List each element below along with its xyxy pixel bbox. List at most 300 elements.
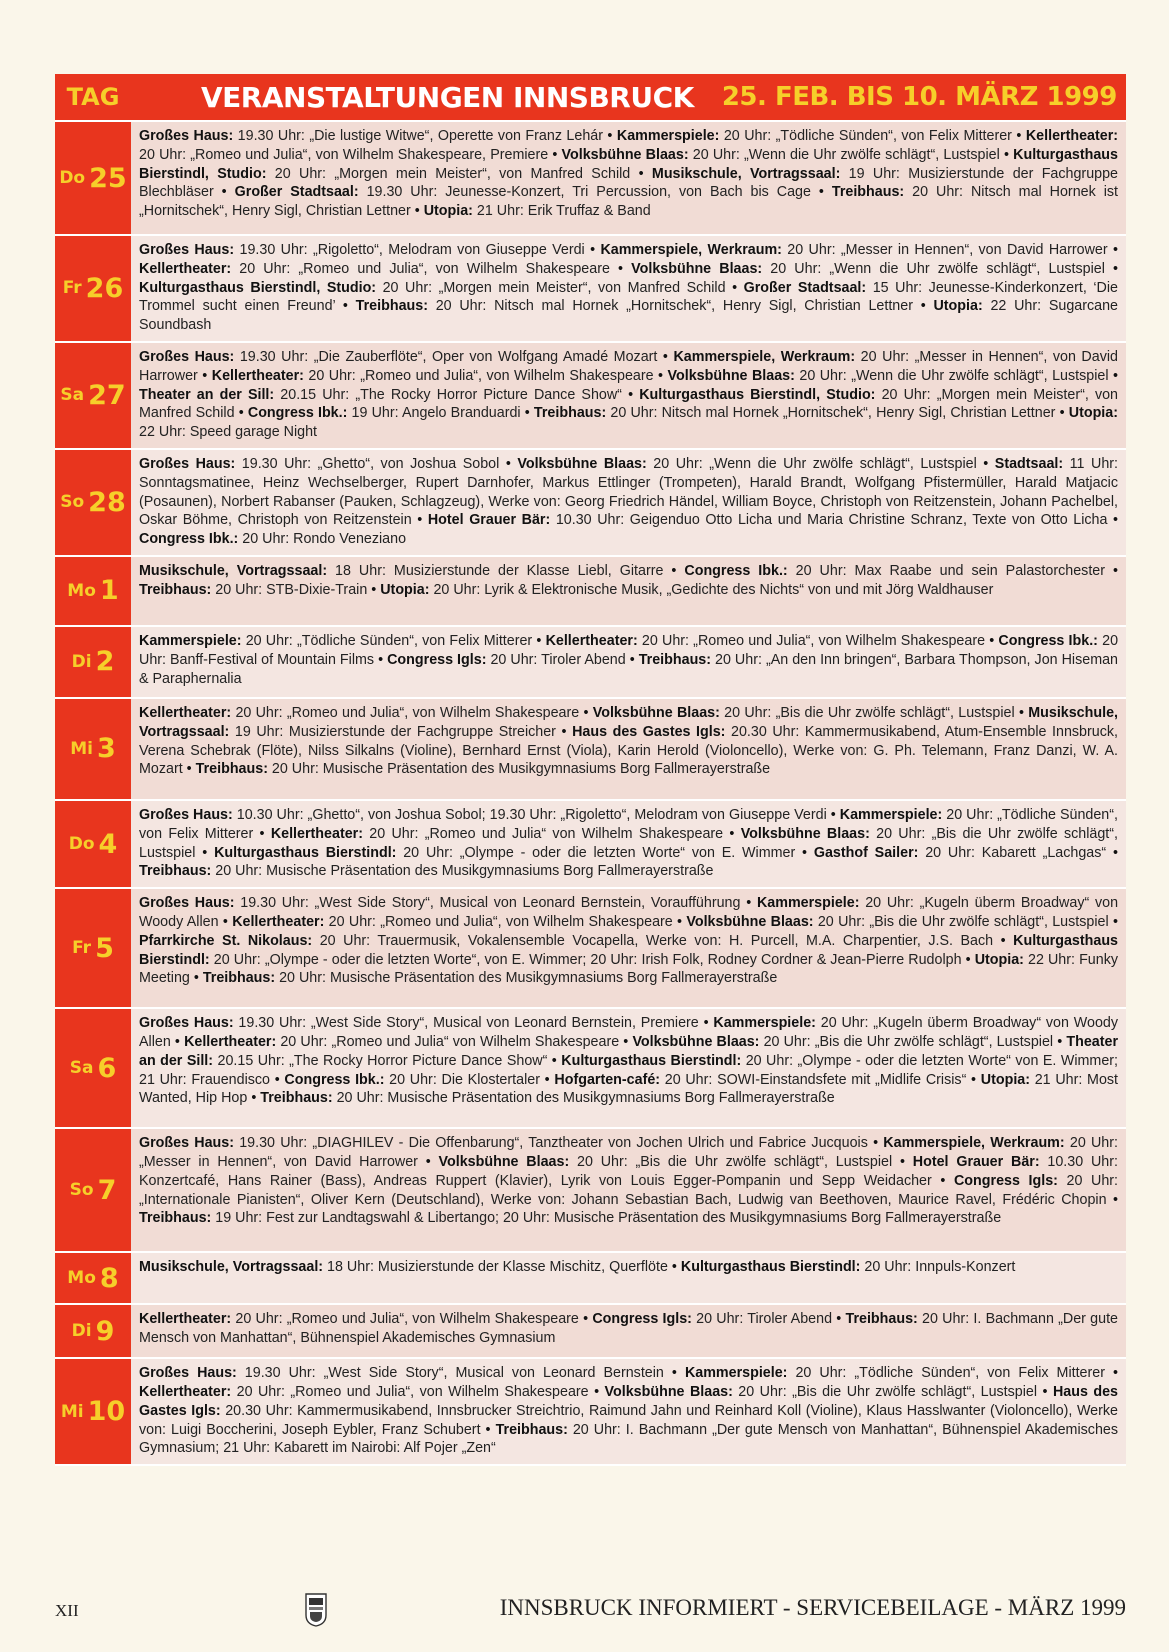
events-table [55,74,1126,1466]
event-description: 20 Uhr: „Bis die Uhr zwölfe schlägt“, Lustspiel [813,913,1109,930]
bullet-separator: • [1105,1365,1119,1382]
venue-name: Kellertheater: [139,704,232,721]
event-description: 20 Uhr: Lyrik & Elektronische Musik, „Gedichte des Nichts“ von und mit Jörg Waldhauser [429,581,994,598]
event-description: 19.30 Uhr: „Rigoletto“, Melodram von Giuseppe Verdi [234,242,585,258]
day-label [55,557,131,625]
day-label [55,343,131,448]
event-description: 20 Uhr: „Morgen mein Meister“, von Manfred Schild [139,386,1118,422]
venue-name: Großes Haus: [139,128,234,144]
event-description: 20 Uhr: Trauermusik, Vokalensemble Vocapella, Werke von: H. Purcell, M.A. Charpentier, J.S. Bach [312,932,994,949]
day-label [55,1359,131,1464]
event-description: 20 Uhr: „Bis die Uhr zwölfe schlägt“, Lustspiel [759,1033,1054,1050]
bullet-separator: • [1108,367,1119,384]
day-row [55,801,1126,889]
venue-name: Volksbühne Blaas: [740,825,870,842]
bullet-separator: • [1014,704,1029,721]
day-rows [55,122,1126,1466]
day-events [131,1129,1126,1251]
venue-name: Großer Stadtsaal: [743,279,867,296]
venue-name: Congress Igls: [953,1172,1058,1189]
event-description: 19.30 Uhr: „DIAGHILEV - Die Offenbarung“, Tanztheater von Jochen Ulrich und Fabrice Jucquois [234,1135,868,1152]
venue-name: Congress Igls: [387,651,487,668]
day-row [55,1009,1126,1129]
venue-name: Kulturgasthaus Bierstindl: [214,844,397,861]
venue-name: Treibhaus: [260,1090,333,1107]
event-description: 19.30 Uhr: „Ghetto“, von Joshua Sobol [235,455,500,472]
day-row [55,450,1126,557]
venue-name: Treibhaus: [638,651,712,668]
day-label [55,1253,131,1303]
bullet-separator: • [867,1135,884,1152]
event-description: 18 Uhr: Musizierstunde der Klasse Liebl, Gitarre [327,562,664,579]
bullet-separator: • [999,146,1014,163]
venue-name: Volksbühne Blaas: [561,146,689,163]
event-description: 22 Uhr: Funky Meeting [139,951,1119,987]
venue-name: Gasthof Sailer: [813,844,919,861]
bullet-separator: • [417,1153,439,1170]
venue-name: Congress Ibk.: [139,531,239,548]
bullet-separator: • [1055,405,1069,422]
venue-name: Congress Ibk.: [247,405,348,422]
bullet-separator: • [602,128,617,144]
day-label [55,1129,131,1251]
event-description: 20 Uhr: „Bis die Uhr zwölfe schlägt“, Lustspiel [732,1383,1038,1400]
event-description: 20 Uhr: „An den Inn bringen“, Barbara Thompson, Jon Hiseman & Paraphernalia [139,651,1119,687]
event-description: 20 Uhr: „Tödliche Sünden“, von Felix Mitterer [241,632,533,649]
event-description: 20 Uhr: „Messer in Hennen“, von David Harrower [139,1135,1118,1170]
bullet-separator: • [1108,913,1118,930]
bullet-separator: • [1106,1191,1118,1208]
event-description: 20 Uhr: „Tödliche Sünden“, von Felix Mitterer [787,1365,1105,1382]
venue-name: Volksbühne Blaas: [438,1153,570,1170]
venue-name: Kulturgasthaus Bierstindl: [561,1052,742,1069]
bullet-separator: • [584,242,601,258]
event-description: 19.30 Uhr: „Die Zauberflöte“, Oper von Wolfgang Amadé Mozart [234,348,658,365]
day-label [55,450,131,555]
venue-name: Kellertheater: [184,1033,277,1050]
venue-name: Hotel Grauer Bär: [912,1153,1040,1170]
event-description: 10.30 Uhr: „Ghetto“, von Joshua Sobol; 19.30 Uhr: „Rigoletto“, Melodram von Giuseppe Verdi [232,806,827,823]
event-description: 20 Uhr: „Bis die Uhr zwölfe schlägt“, Lustspiel [719,704,1015,721]
publication-title: INNSBRUCK INFORMIERT - SERVICEBEILAGE - MÄRZ 1999 [499,1595,1126,1620]
day-events [131,1253,1126,1303]
weekday: Mo [67,580,96,601]
event-description: 19.30 Uhr: Jeunesse-Konzert, Tri Percussion, von Bach bis Cage [358,184,811,201]
day-number: 3 [96,733,116,765]
day-number: 6 [97,1052,117,1084]
venue-name: Großes Haus: [139,895,235,912]
venue-name: Großer Stadtsaal: [234,184,359,201]
venue-name: Volksbühne Blaas: [686,913,814,930]
venue-name: Musikschule, Vortragssaal: [139,1259,324,1276]
bullet-separator: • [410,203,424,220]
event-description: 19 Uhr: Fest zur Landtagswahl & Libertango; 20 Uhr: Musische Präsentation des Musikgymnasiums Borg Fallmerayerstraße [211,1210,1002,1227]
venue-name: Kulturgasthaus Bierstindl: [680,1259,861,1276]
event-description: 11 Uhr: Sonntagsmatinee, Heinz Wechselberger, Rupert Darnhofer, Markus Ettlinger (Trompeten), Harald Brandt, Wolfgang Pfistermüller, Harald Matjacic (Posaunen), Norbert Rabanser (Pauken, Schlagzeug), Werke von: Georg Friedrich Händel, William Boyce, Christoph von Reitzenstein, Johann Pachelbel, Oskar Böhme, Christoph von Reitzenstein [139,455,1119,529]
venue-name: Utopia: [1068,405,1118,422]
event-description: 20 Uhr: „Wenn die Uhr zwölfe schlägt“, Lustspiel [762,260,1105,277]
day-label [55,236,131,341]
day-number: 5 [95,932,114,964]
header-title-block [131,74,1126,120]
bullet-separator: • [993,932,1014,949]
venue-name: Kammerspiele: [616,128,720,144]
venue-name: Kammerspiele, Werkraum: [673,348,856,365]
venue-name: Großes Haus: [139,1365,237,1382]
venue-name: Kammerspiele: [713,1015,816,1032]
day-row [55,1305,1126,1359]
day-events [131,801,1126,887]
day-row [55,343,1126,450]
venue-name: Congress Ibk.: [684,562,788,579]
event-description: 20 Uhr: „Wenn die Uhr zwölfe schlägt“, Lustspiel [794,367,1109,384]
venue-name: Kellertheater: [1025,128,1119,144]
venue-name: Kammerspiele, Werkraum: [883,1135,1065,1152]
venue-name: Congress Ibk.: [284,1071,385,1088]
venue-name: Großes Haus: [139,242,235,258]
venue-name: Treibhaus: [139,863,212,880]
bullet-separator: • [653,367,668,384]
venue-name: Großes Haus: [139,1135,234,1152]
event-description: 20 Uhr: „Bis die Uhr zwölfe schlägt“, Lustspiel [569,1153,893,1170]
venue-name: Volksbühne Blaas: [592,704,720,721]
event-description: 20 Uhr: Musische Präsentation des Musikgymnasiums Borg Fallmerayerstraße [332,1090,835,1107]
day-number: 2 [95,646,115,678]
innsbruck-crest-icon [305,1593,327,1627]
event-description: 22 Uhr: Sugarcane Soundbash [139,298,1119,334]
day-events [131,122,1126,234]
venue-name: Großes Haus: [139,348,235,365]
bullet-separator: • [270,1071,285,1088]
day-number: 1 [99,575,119,607]
venue-name: Kulturgasthaus Bierstindl, Studio: [639,386,876,403]
event-description: 20 Uhr: „Messer in Hennen“, von David Harrower [781,242,1108,258]
bullet-separator: • [663,1365,685,1382]
day-number: 10 [87,1396,126,1428]
weekday: Fr [62,278,82,299]
bullet-separator: • [247,1090,261,1107]
day-row [55,699,1126,801]
day-number: 25 [89,162,127,194]
event-description: 15 Uhr: Jeunesse-Kinderkonzert, ‘Die Trommel sucht einen Freund’ [139,279,1118,315]
venue-name: Treibhaus: [533,405,607,422]
event-description: 20 Uhr: Banff-Festival of Mountain Films [139,632,1119,668]
event-description: 19 Uhr: Musizierstunde der Fachgruppe Blechbläser [139,165,1118,201]
event-description: 20 Uhr: Musische Präsentation des Musikgymnasiums Borg Fallmerayerstraße [275,970,778,987]
event-description: 20 Uhr: Musische Präsentation des Musikgymnasiums Borg Fallmerayerstraße [267,761,771,778]
bullet-separator: • [609,260,632,277]
weekday: Mo [67,1268,96,1289]
day-number: 7 [97,1174,117,1206]
event-description: 20 Uhr: „Romeo und Julia“ von Wilhelm Shakespeare [276,1033,620,1050]
venue-name: Stadtsaal: [994,455,1064,472]
event-description: 20 Uhr: Musische Präsentation des Musikgymnasiums Borg Fallmerayerstraße [211,863,714,880]
day-events [131,343,1126,448]
day-events [131,889,1126,1007]
event-description: 20 Uhr: „Romeo und Julia“, von Wilhelm Shakespeare [637,632,986,649]
bullet-separator: • [1106,844,1118,861]
bullet-separator: • [672,913,687,930]
bullet-separator: • [625,651,639,668]
venue-name: Volksbühne Blaas: [667,367,795,384]
page-number: XII [55,1601,79,1620]
venue-name: Haus des Gastes Igls: [572,723,726,740]
bullet-separator: • [1011,128,1026,144]
bullet-separator: • [374,651,388,668]
bullet-separator: • [520,405,534,422]
event-description: 20 Uhr: „Morgen mein Meister“, von Manfred Schild [376,279,726,296]
day-row [55,236,1126,343]
venue-name: Haus des Gastes Igls: [139,1383,1118,1419]
bullet-separator: • [976,455,995,472]
event-description: 20 Uhr: „Kugeln überm Broadway“ von Woody Allen [139,895,1119,930]
venue-name: Hofgarten-café: [554,1071,661,1088]
venue-name: Treibhaus: [355,298,428,315]
venue-name: Großes Haus: [139,806,233,823]
event-description: 20 Uhr: „Olympe - oder die letzten Worte“, von E. Wimmer; 20 Uhr: Irish Folk, Rodney Cordner & Jean-Pierre Rudolph [209,951,962,968]
event-description: 20 Uhr: „Morgen mein Meister“, von Manfred Schild [266,165,631,182]
bullet-separator: • [1107,512,1119,529]
event-description: 20 Uhr: „Wenn die Uhr zwölfe schlägt“, Lustspiel [688,146,1000,163]
bullet-separator: • [578,1311,593,1328]
event-description: 20 Uhr: I. Bachmann „Der gute Mensch von Manhattan“, Bühnenspiel Akademisches Gymnasium [139,1311,1118,1346]
event-description: 20 Uhr: „Messer in Hennen“, von David Harrower [139,348,1118,384]
day-label [55,1305,131,1357]
weekday: Mi [60,1401,84,1422]
event-description: 20 Uhr: SOWI-Einstandsfete mit „Midlife Crisis“ [660,1071,967,1088]
bullet-separator: • [966,1071,981,1088]
event-description: 20 Uhr: Tiroler Abend [486,651,626,668]
bullet-separator: • [810,184,832,201]
venue-name: Kammerspiele: [756,895,860,912]
bullet-separator: • [1105,562,1118,579]
bullet-separator: • [499,455,518,472]
venue-name: Treibhaus: [495,1421,568,1438]
venue-name: Utopia: [380,581,430,598]
venue-name: Großes Haus: [139,455,236,472]
event-description: 20.30 Uhr: Kammermusikabend, Innsbrucker Streichtrio, Raimund Jahn und Reinhard Koll (Violine), Klaus Hasslwanter (Violoncello), Werke von: Luigi Boccherini, Joseph Eybler, Franz Schubert [139,1402,1118,1438]
event-description: 20 Uhr: „Romeo und Julia“ von Wilhelm Shakespeare [362,825,724,842]
bullet-separator: • [539,1071,555,1088]
bullet-separator: • [1053,1033,1067,1050]
bullet-separator: • [1107,242,1118,258]
bullet-separator: • [740,895,757,912]
event-description: 19 Uhr: Angelo Branduardi [347,405,521,422]
day-events [131,699,1126,799]
bullet-separator: • [213,184,235,201]
bullet-separator: • [218,913,233,930]
page-footer [55,1593,1126,1633]
bullet-separator: • [795,844,814,861]
event-description: 21 Uhr: Most Wanted, Hip Hop [139,1071,1119,1107]
event-description: 20 Uhr: „Wenn die Uhr zwölfe schlägt“, Lustspiel [646,455,977,472]
bullet-separator: • [579,704,593,721]
bullet-separator: • [1037,1383,1053,1400]
day-label [55,627,131,697]
event-description: 20 Uhr: Nitsch mal Hornek „Hornitschek“, Henry Sigl, Christian Lettner [606,405,1056,422]
weekday: Mi [70,738,93,759]
bullet-separator: • [832,1311,846,1328]
event-description: 20 Uhr: Die Klostertaler [384,1071,540,1088]
event-description: 20.15 Uhr: „The Rocky Horror Picture Dance Show“ [213,1052,548,1069]
venue-name: Kellertheater: [545,632,638,649]
bullet-separator: • [555,723,573,740]
venue-name: Utopia: [980,1071,1031,1088]
day-events [131,450,1126,555]
event-description: 20 Uhr: I. Bachmann „Der gute Mensch von Manhattan“, Bühnenspiel Akademisches Gymnasium; 21 Uhr: Kabarett im Nairobi: Alf Pojer „Zen“ [139,1421,1118,1457]
venue-name: Volksbühne Blaas: [632,1033,760,1050]
day-label [55,122,131,234]
bullet-separator: • [657,348,674,365]
venue-name: Kammerspiele: [684,1365,788,1382]
venue-name: Volksbühne Blaas: [604,1383,733,1400]
day-events [131,236,1126,341]
event-description: 20 Uhr: STB-Dixie-Train [211,581,368,598]
weekday: Di [71,1321,92,1342]
day-events [131,557,1126,625]
day-events [131,1305,1126,1357]
day-row [55,122,1126,236]
venue-name: Kulturgasthaus Bierstindl, Studio: [139,279,377,296]
day-events [131,1009,1126,1127]
bullet-separator: • [548,146,562,163]
bullet-separator: • [170,1033,185,1050]
bullet-separator: • [663,562,685,579]
date-range: 25. FEB. BIS 10. MÄRZ 1999 [721,82,1117,112]
venue-name: Treibhaus: [845,1311,918,1328]
event-description: 20 Uhr: „Olympe - oder die letzten Worte“ von E. Wimmer [396,844,796,861]
event-description: 19.30 Uhr: „West Side Story“, Musical von Leonard Bernstein, Voraufführung [234,895,741,912]
day-row [55,1359,1126,1466]
day-events [131,627,1126,697]
venue-name: Kellertheater: [139,1383,232,1400]
venue-name: Pfarrkirche St. Nikolaus: [139,932,313,949]
bullet-separator: • [723,825,741,842]
event-description: 20 Uhr: „Romeo und Julia“, von Wilhelm Shakespeare [303,367,654,384]
event-description: 20 Uhr: „Olympe - oder die letzten Worte“ von E. Wimmer; 21 Uhr: Frauendisco [139,1052,1119,1088]
weekday: So [69,1180,94,1201]
bullet-separator: • [547,1052,562,1069]
weekday: Do [68,834,95,855]
day-row [55,557,1126,627]
event-description: 22 Uhr: Speed garage Night [139,424,318,441]
venue-name: Kellertheater: [139,260,232,277]
day-label [55,699,131,799]
weekday: Fr [72,938,92,959]
venue-name: Hotel Grauer Bär: [427,512,551,529]
event-description: 20 Uhr: Nitsch mal Hornek ist „Hornitschek“, Henry Sigl, Christian Lettner [139,184,1119,220]
day-label [55,1009,131,1127]
bullet-separator: • [335,298,356,315]
bullet-separator: • [588,1383,605,1400]
event-description: 20 Uhr: „Romeo und Julia“, von Wilhelm Shakespeare [231,1311,579,1328]
venue-name: Utopia: [423,203,473,220]
event-description: 19.30 Uhr: „Die lustige Witwe“, Operette von Franz Lehár [233,128,603,144]
day-number: 8 [99,1262,119,1294]
bullet-separator: • [189,970,203,987]
venue-name: Kellertheater: [211,367,304,384]
bullet-separator: • [985,632,999,649]
bullet-separator: • [195,844,215,861]
event-description: 20 Uhr: Rondo Veneziano [238,531,407,548]
event-description: 20 Uhr: Nitsch mal Hornek „Hornitschek“, Henry Sigl, Christian Lettner [427,298,913,315]
event-description: 20.15 Uhr: „The Rocky Horror Picture Dance Show“ [274,386,622,403]
bullet-separator: • [619,1033,633,1050]
event-description: 20 Uhr: „Romeo und Julia“, von Wilhelm Shakespeare [324,913,673,930]
bullet-separator: • [532,632,546,649]
day-label [55,889,131,1007]
event-description: 20 Uhr: Kabarett „Lachgas“ [918,844,1107,861]
venue-name: Treibhaus: [831,184,905,201]
venue-name: Volksbühne Blaas: [517,455,647,472]
bullet-separator: • [621,386,640,403]
venue-name: Utopia: [933,298,983,315]
bullet-separator: • [630,165,652,182]
day-number: 26 [85,272,124,304]
bullet-separator: • [197,367,212,384]
day-row [55,627,1126,699]
bullet-separator: • [725,279,744,296]
venue-name: Treibhaus: [202,970,276,987]
day-events [131,1359,1126,1464]
day-number: 28 [88,486,126,518]
bullet-separator: • [367,581,381,598]
venue-name: Musikschule, Vortragssaal: [139,704,1119,740]
event-description: 10.30 Uhr: Konzertcafé, Hans Rainer (Bass), Andreas Ruppert (Klavier), Lyrik von Louis Egger-Pompanin und Sepp Weidacher [139,1153,1118,1189]
event-description: 20 Uhr: „Tödliche Sünden“, von Felix Mitterer [719,128,1012,144]
venue-name: Kulturgasthaus Bierstindl: [139,932,1119,968]
bullet-separator: • [912,298,934,315]
bullet-separator: • [253,825,271,842]
venue-name: Kellertheater: [139,1311,232,1328]
venue-name: Kammerspiele: [839,806,943,823]
bullet-separator: • [1104,260,1119,277]
day-label [55,801,131,887]
venue-name: Kulturgasthaus Bierstindl, Studio: [139,146,1118,182]
venue-name: Utopia: [974,951,1024,968]
weekday: Di [71,651,92,672]
day-column-header: TAG [66,83,120,111]
day-number: 9 [95,1315,115,1347]
venue-name: Musikschule, Vortragssaal: [139,562,328,579]
bullet-separator: • [480,1421,496,1438]
event-description: 20 Uhr: Max Raabe und sein Palastorchester [787,562,1105,579]
venue-name: Treibhaus: [139,1210,212,1227]
event-description: 20 Uhr: „Romeo und Julia“, von Wilhelm Shakespeare, Premiere [139,146,549,163]
venue-name: Großes Haus: [139,1015,234,1032]
venue-name: Kammerspiele: [139,632,242,649]
event-description: 20 Uhr: „Romeo und Julia“, von Wilhelm Shakespeare [231,704,580,721]
venue-name: Kellertheater: [270,825,363,842]
day-number: 4 [98,828,118,860]
bullet-separator: • [826,806,840,823]
venue-name: Theater an der Sill: [139,386,275,403]
weekday: Do [59,168,86,188]
bullet-separator: • [182,761,196,778]
event-description: 19.30 Uhr: „West Side Story“, Musical von Leonard Bernstein, Premiere [233,1015,699,1032]
venue-name: Musikschule, Vortragssaal: [651,165,841,182]
day-number: 27 [88,379,126,411]
bullet-separator: • [667,1259,681,1276]
event-description: 19 Uhr: Musizierstunde der Fachgruppe Streicher [229,723,556,740]
event-description: 20.30 Uhr: Kammermusikabend, Atum-Ensemble Innsbruck, Verena Schebrak (Flöte), Nilss Silkalns (Violine), Bernhard Ernst (Viola), Karin Herold (Violoncello), Werke von: G. Ph. Telemann, Franz Danzi, W. A. Mozart [139,723,1118,778]
event-description: 19.30 Uhr: „West Side Story“, Musical von Leonard Bernstein [236,1365,664,1382]
event-description: 20 Uhr: „Bis die Uhr zwölfe schlägt“, Lustspiel [139,825,1118,861]
bullet-separator: • [892,1153,913,1170]
event-description: 10.30 Uhr: Geigenduo Otto Licha und Maria Christine Schranz, Texte von Otto Licha [550,512,1108,529]
weekday: Sa [69,1058,94,1079]
bullet-separator: • [961,951,975,968]
